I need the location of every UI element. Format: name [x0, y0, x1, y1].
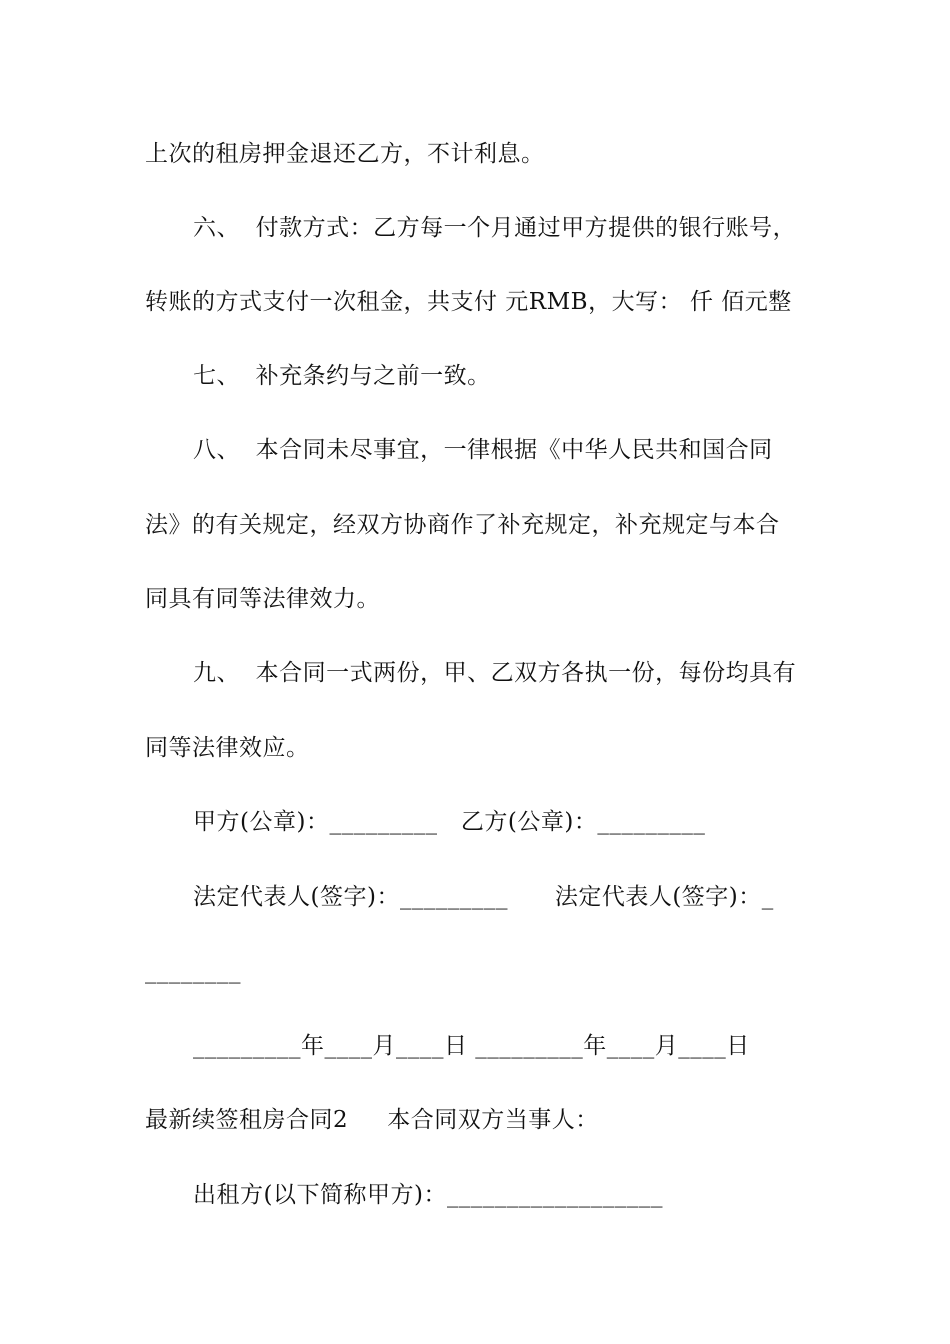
lessor-line: 出租方(以下简称甲方)：__________________ [193, 1182, 663, 1208]
contract-2-heading: 最新续签租房合同2 本合同双方当事人： [145, 1107, 599, 1133]
clause-6-line-2: 转账的方式支付一次租金，共支付 元RMB，大写： 仟 佰元整 [145, 289, 792, 315]
party-seal-line: 甲方(公章)：_________ 乙方(公章)：_________ [193, 809, 706, 835]
clause-6-line-1: 六、 付款方式：乙方每一个月通过甲方提供的银行账号， [193, 215, 797, 241]
signature-continuation: ________ [145, 958, 241, 984]
clause-9-line-2: 同等法律效应。 [145, 735, 310, 761]
legal-rep-signature-line: 法定代表人(签字)：_________ 法定代表人(签字)：_ [193, 884, 774, 910]
clause-8-line-2: 法》的有关规定，经双方协商作了补充规定，补充规定与本合 [145, 512, 780, 538]
clause-9-line-1: 九、 本合同一式两份，甲、乙双方各执一份，每份均具有 [193, 660, 797, 686]
text-line: 上次的租房押金退还乙方，不计利息。 [145, 141, 545, 167]
clause-8-line-1: 八、 本合同未尽事宜，一律根据《中华人民共和国合同 [193, 437, 773, 463]
date-line: _________年____月____日 _________年____月____日 [193, 1033, 750, 1059]
clause-7: 七、 补充条约与之前一致。 [193, 363, 491, 389]
clause-8-line-3: 同具有同等法律效力。 [145, 586, 380, 612]
